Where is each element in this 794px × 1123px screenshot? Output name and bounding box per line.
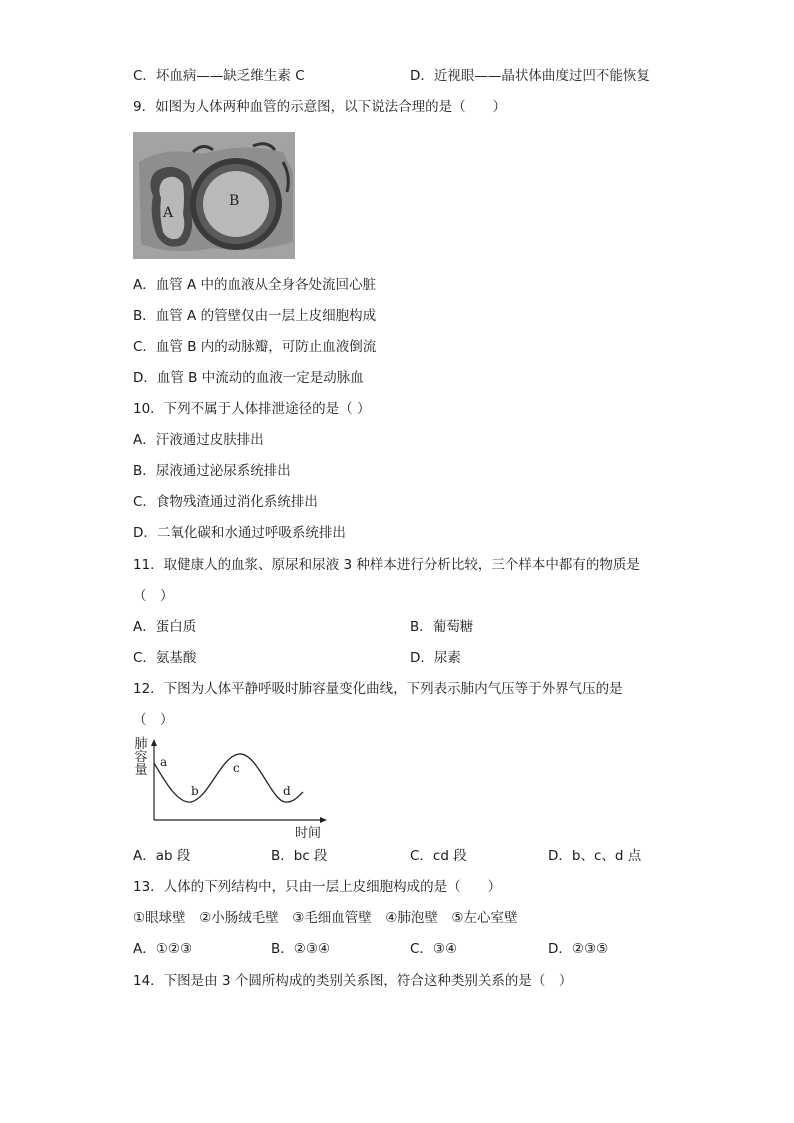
question-13-option-a: A．①②③ [133,941,193,957]
question-10-option-d: D．二氧化碳和水通过呼吸系统排出 [133,525,346,541]
question-11-option-d: D．尿素 [410,650,461,666]
vessel-b-label: B [229,193,240,209]
question-11-option-a: A．蛋白质 [133,619,197,635]
question-12-option-a: A．ab 段 [133,848,191,864]
blood-vessel-figure [133,132,295,259]
blood-vessel-drawing [133,132,295,259]
y-axis-arrow [151,739,157,746]
prev-option-d: D．近视眼——晶状体曲度过凹不能恢复 [410,68,650,84]
point-d-label: d [283,784,291,798]
question-10-option-c: C．食物残渣通过消化系统排出 [133,494,318,510]
question-10-option-a: A．汗液通过皮肤排出 [133,432,264,448]
question-11-option-c: C．氨基酸 [133,650,197,666]
lung-volume-chart [133,738,333,844]
question-11-stem-bracket: （ ） [133,588,174,604]
question-12-stem: 12．下图为人体平静呼吸时肺容量变化曲线，下列表示肺内气压等于外界气压的是 [133,681,623,697]
question-9-option-b: B．血管 A 的管壁仅由一层上皮细胞构成 [133,308,377,324]
question-12-option-d: D．b、c、d 点 [548,848,642,864]
question-13-stem: 13．人体的下列结构中，只由一层上皮细胞构成的是（ ） [133,879,502,895]
point-a-label: a [160,755,168,769]
question-11-stem: 11．取健康人的血浆、原尿和尿液 3 种样本进行分析比较，三个样本中都有的物质是 [133,557,640,573]
question-13-option-c: C．③④ [410,941,458,957]
question-11-option-b: B．葡萄糖 [410,619,474,635]
x-axis-arrow [320,817,327,823]
question-10-option-b: B．尿液通过泌尿系统排出 [133,463,291,479]
question-13-items: ①眼球壁 ②小肠绒毛壁 ③毛细血管壁 ④肺泡壁 ⑤左心室壁 [133,910,518,926]
question-10-stem: 10．下列不属于人体排泄途径的是（ ） [133,401,371,417]
point-c-label: c [233,761,240,775]
prev-option-c: C．坏血病——缺乏维生素 C [133,68,305,84]
question-12-option-c: C．cd 段 [410,848,467,864]
point-b-label: b [191,784,199,798]
y-axis-label: 肺容量 [134,737,148,778]
question-9-option-c: C．血管 B 内的动脉瓣，可防止血液倒流 [133,339,377,355]
vessel-a-label: A [163,205,174,221]
question-9-stem: 9．如图为人体两种血管的示意图，以下说法合理的是（ ） [133,99,507,115]
question-13-option-b: B．②③④ [271,941,331,957]
lung-volume-curve [154,754,303,802]
question-12-stem-bracket: （ ） [133,712,174,728]
question-9-option-a: A．血管 A 中的血液从全身各处流回心脏 [133,277,377,293]
question-13-option-d: D．②③⑤ [548,941,609,957]
question-9-option-d: D．血管 B 中流动的血液一定是动脉血 [133,370,364,386]
x-axis-label: 时间 [295,826,322,841]
question-14-stem: 14．下图是由 3 个圆所构成的类别关系图，符合这种类别关系的是（ ） [133,973,573,989]
question-12-option-b: B．bc 段 [271,848,328,864]
